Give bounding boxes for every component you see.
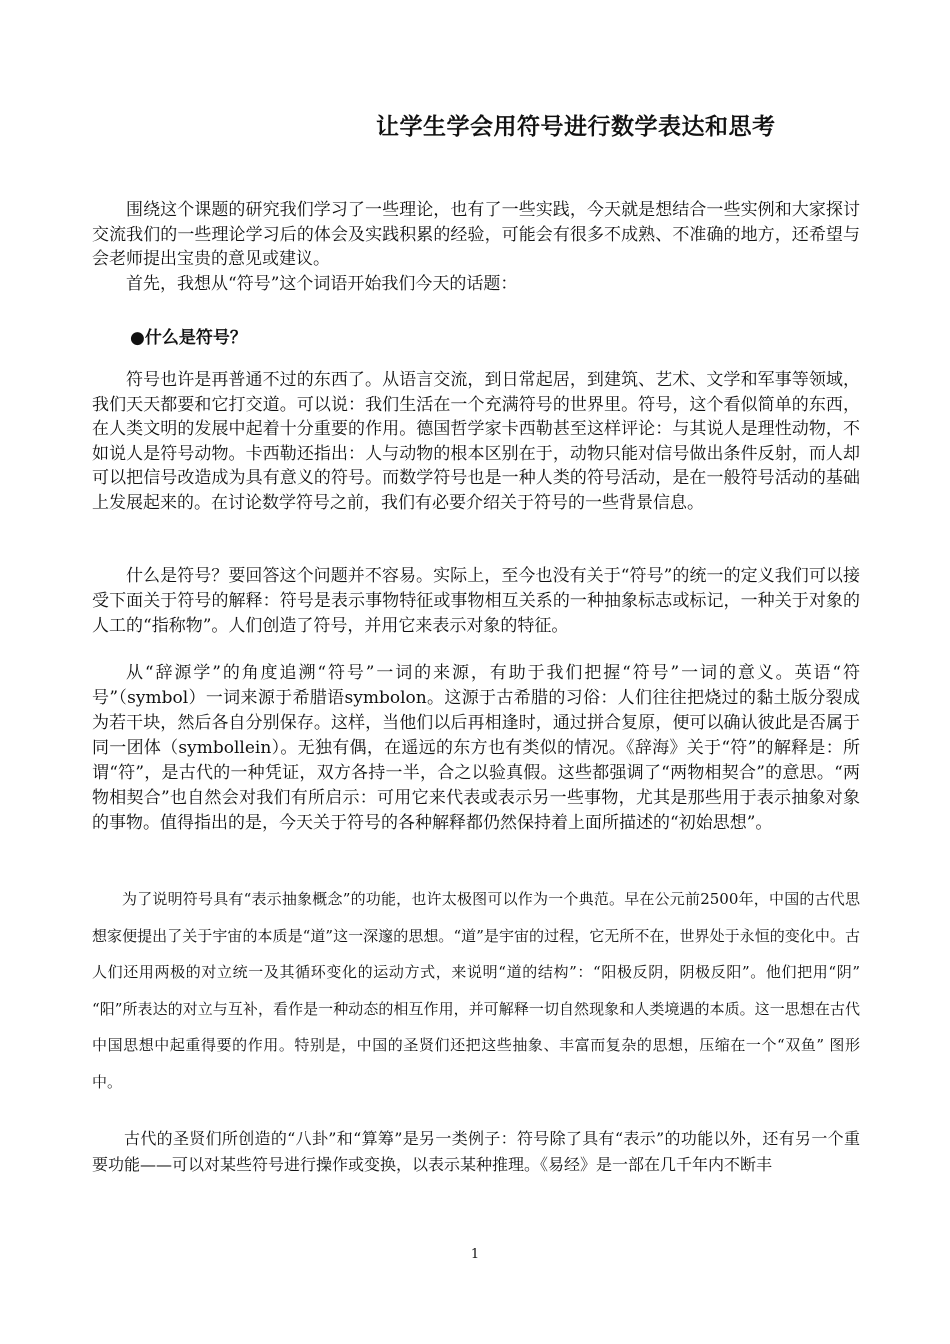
page-number: 1 — [470, 1247, 480, 1262]
document-title: 让学生学会用符号进行数学表达和思考 — [376, 114, 776, 140]
paragraph-taiji: 为了说明符号具有“表示抽象概念”的功能，也许太极图可以作为一个典范。早在公元前2500年，中国的古代思想家便提出了关于宇宙的本质是“道”这一深邃的思想。“道”是宇宙的过程，它无所不在，世界处于永恒的变化中。古人们还用两极的对立统一及其循环变化的运动方式，来说明“道的结构”：“阳极反阴，阴极反阳”。他们把用“阴” “阳”所表达的对立与互补，看作是一种动态的相互作用，并可解释一切自然现象和人类境遇的本质。这一思想在古代中国思想中起重得要的作用。特别是，中国的圣贤们还把这些抽象、丰富而复杂的思想，压缩在一个“双鱼” 图形中。 — [92, 890, 860, 1091]
paragraph-opening: 首先，我想从“符号”这个词语开始我们今天的话题： — [126, 274, 518, 294]
paragraph-symbol-importance: 符号也许是再普通不过的东西了。从语言交流，到日常起居，到建筑、艺术、文学和军事等领域，我们天天都要和它打交道。可以说：我们生活在一个充满符号的世界里。符号，这个看似简单的东西，在人类文明的发展中起着十分重要的作用。德国哲学家卡西勒甚至这样评论：与其说人是理性动物，不如说人是符号动物。卡西勒还指出：人与动物的根本区别在于，动物只能对信号做出条件反射，而人却可以把信号改造成为具有意义的符号。而数学符号也是一种人类的符号活动，是在一般符号活动的基础上发展起来的。在讨论数学符号之前，我们有必要介绍关于符号的一些背景信息。 — [92, 370, 860, 513]
paragraph-bagua: 古代的圣贤们所创造的“八卦”和“算筹”是另一类例子：符号除了具有“表示”的功能以外，还有另一个重要功能——可以对某些符号进行操作或变换，以表示某种推理。《易经》是一部在几千年内不断丰 — [92, 1129, 860, 1174]
paragraph-intro: 围绕这个课题的研究我们学习了一些理论，也有了一些实践，今天就是想结合一些实例和大家探讨交流我们的一些理论学习后的体会及实践积累的经验，可能会有很多不成熟、不准确的地方，还希望与会老师提出宝贵的意见或建议。 — [92, 200, 860, 269]
section-heading-what-is-symbol: ●什么是符号？ — [130, 328, 247, 348]
paragraph-etymology: 从“辞源学”的角度追溯“符号”一词的来源，有助于我们把握“符号”一词的意义。英语“符号”（symbol）一词来源于希腊语symbolon。这源于古希腊的习俗：人们往往把烧过的黏土版分裂成为若干块，然后各自分别保存。这样，当他们以后再相逢时，通过拼合复原，便可以确认彼此是否属于同一团体（symbollein）。无独有偶，在遥远的东方也有类似的情况。《辞海》关于“符”的解释是：所谓“符”，是古代的一种凭证，双方各持一半，合之以验真假。这些都强调了“两物相契合”的意思。“两物相契合”也自然会对我们有所启示：可用它来代表或表示另一些事物，尤其是那些用于表示抽象对象的事物。值得指出的是，今天关于符号的各种解释都仍然保持着上面所描述的“初始思想”。 — [92, 663, 860, 833]
paragraph-symbol-definition: 什么是符号？要回答这个问题并不容易。实际上，至今也没有关于“符号”的统一的定义我们可以接受下面关于符号的解释：符号是表示事物特征或事物相互关系的一种抽象标志或标记，一种关于对象的人工的“指称物”。人们创造了符号，并用它来表示对象的特征。 — [92, 566, 860, 636]
